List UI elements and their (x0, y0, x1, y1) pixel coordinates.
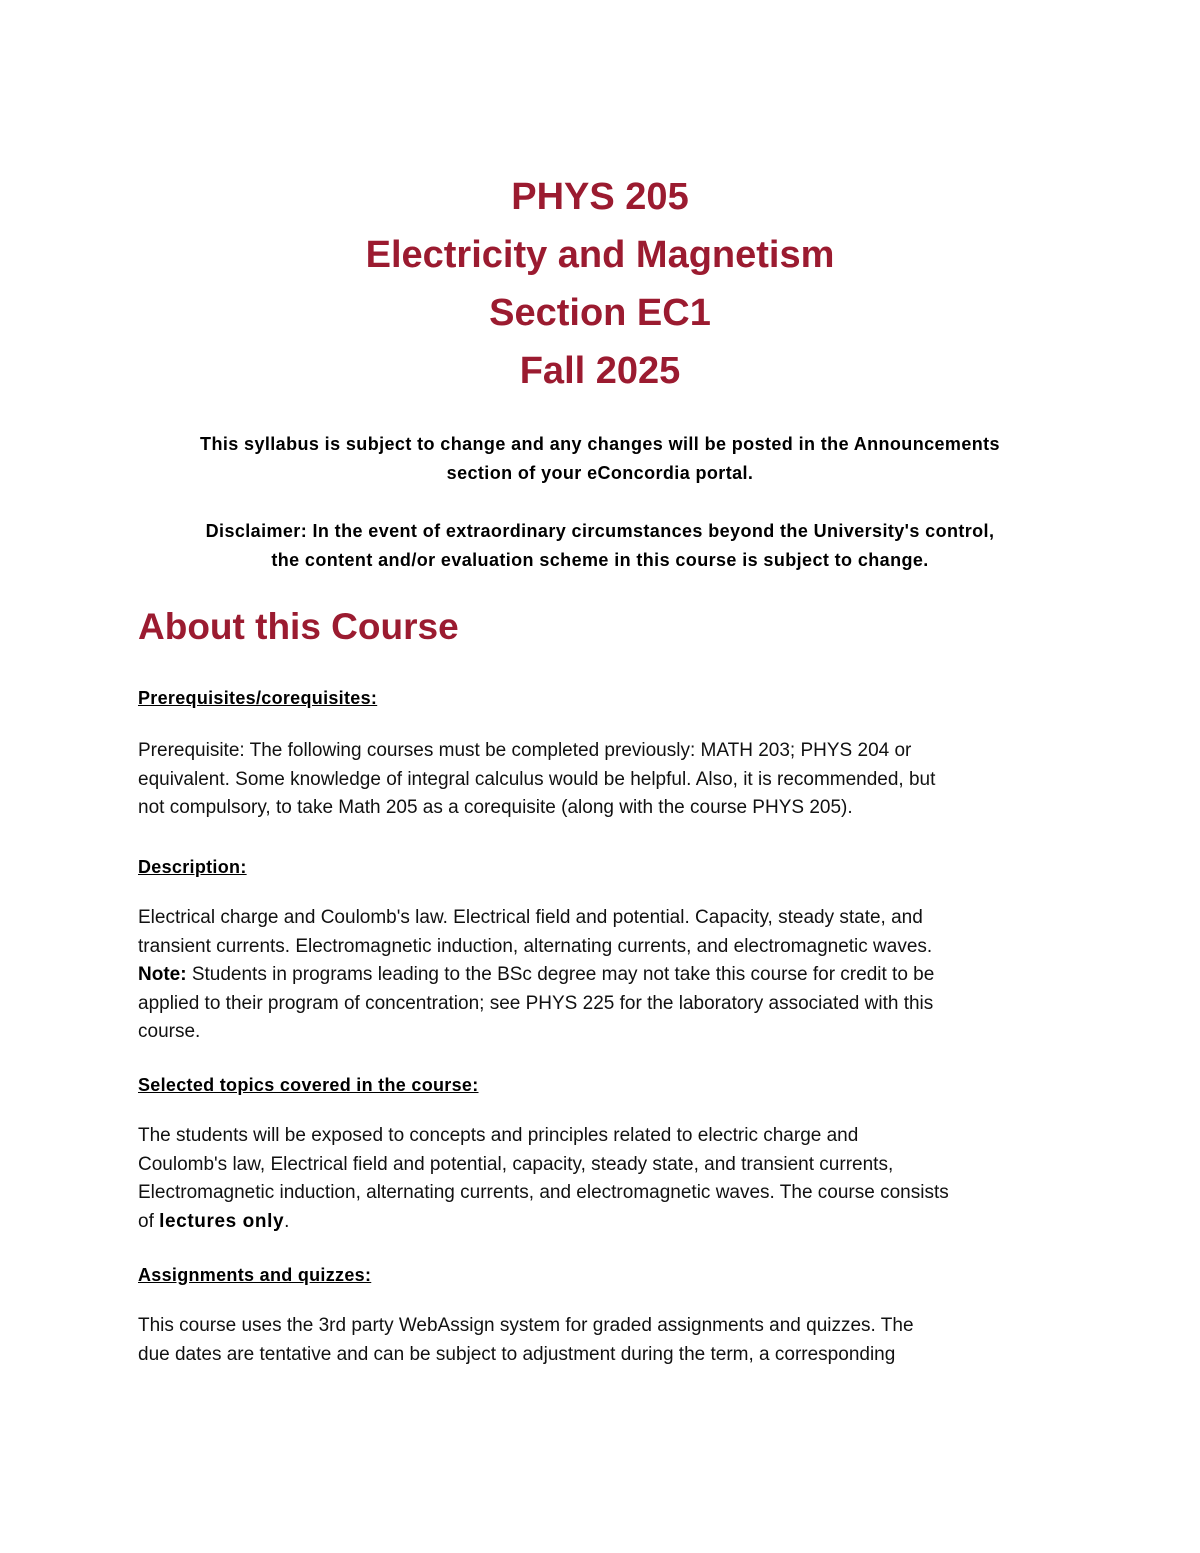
course-name: Electricity and Magnetism (365, 234, 835, 276)
assignments-label: Assignments and quizzes: (138, 1265, 372, 1285)
prereq-line: equivalent. Some knowledge of integral calculus would be helpful. Also, it is recommended, but (138, 768, 936, 790)
about-heading: About this Course (138, 606, 459, 647)
prereq-line: not compulsory, to take Math 205 as a corequisite (along with the course PHYS 205). (138, 797, 853, 819)
description-line: Electrical charge and Coulomb's law. Electrical field and potential. Capacity, steady state, and (138, 907, 923, 928)
topics-line (138, 1208, 1062, 1237)
prereq-label: Prerequisites/corequisites: (138, 688, 378, 708)
description-line: course. (138, 1021, 201, 1043)
prereq-line: Prerequisite: The following courses must be completed previously: MATH 203; PHYS 204 or (138, 740, 912, 761)
lectures-only: lectures only (159, 1210, 285, 1232)
note-label: Note: (138, 964, 187, 986)
change-notice-line: This syllabus is subject to change and any changes will be posted in the Announcements (200, 434, 1000, 454)
assignments-line: This course uses the 3rd party WebAssign system for graded assignments and quizzes. The (138, 1315, 914, 1336)
course-title-block (138, 170, 1062, 402)
assignments-line: due dates are tentative and can be subject to adjustment during the term, a corresponding (138, 1343, 896, 1365)
course-section: Section EC1 (489, 292, 711, 334)
topics-line: The students will be exposed to concepts and principles related to electric charge and (138, 1125, 859, 1146)
disclaimer-line: the content and/or evaluation scheme in this course is subject to change. (271, 550, 929, 570)
course-code: PHYS 205 (511, 176, 689, 218)
topics-prefix: of (138, 1210, 160, 1232)
course-term: Fall 2025 (519, 350, 681, 392)
change-notice (138, 430, 1062, 488)
topics-line: Electromagnetic induction, alternating currents, and electromagnetic waves. The course consists (138, 1182, 949, 1204)
prereq-text (138, 737, 1062, 823)
disclaimer-notice (138, 517, 1062, 575)
topics-text (138, 1122, 1062, 1236)
topics-line: Coulomb's law, Electrical field and potential, capacity, steady state, and transient currents, (138, 1153, 894, 1175)
description-label: Description: (138, 857, 247, 877)
description-line (138, 961, 1062, 990)
topics-label: Selected topics covered in the course: (138, 1075, 479, 1095)
topics-suffix: . (284, 1210, 290, 1232)
description-text (138, 904, 1062, 1047)
disclaimer-line: Disclaimer: In the event of extraordinary circumstances beyond the University's control, (205, 521, 995, 541)
description-line: transient currents. Electromagnetic induction, alternating currents, and electromagnetic waves. (138, 935, 933, 957)
assignments-text (138, 1312, 1062, 1369)
note-text: Students in programs leading to the BSc degree may not take this course for credit to be (186, 964, 935, 986)
change-notice-line: section of your eConcordia portal. (446, 463, 754, 483)
description-line: applied to their program of concentration; see PHYS 225 for the laboratory associated with this (138, 992, 934, 1014)
